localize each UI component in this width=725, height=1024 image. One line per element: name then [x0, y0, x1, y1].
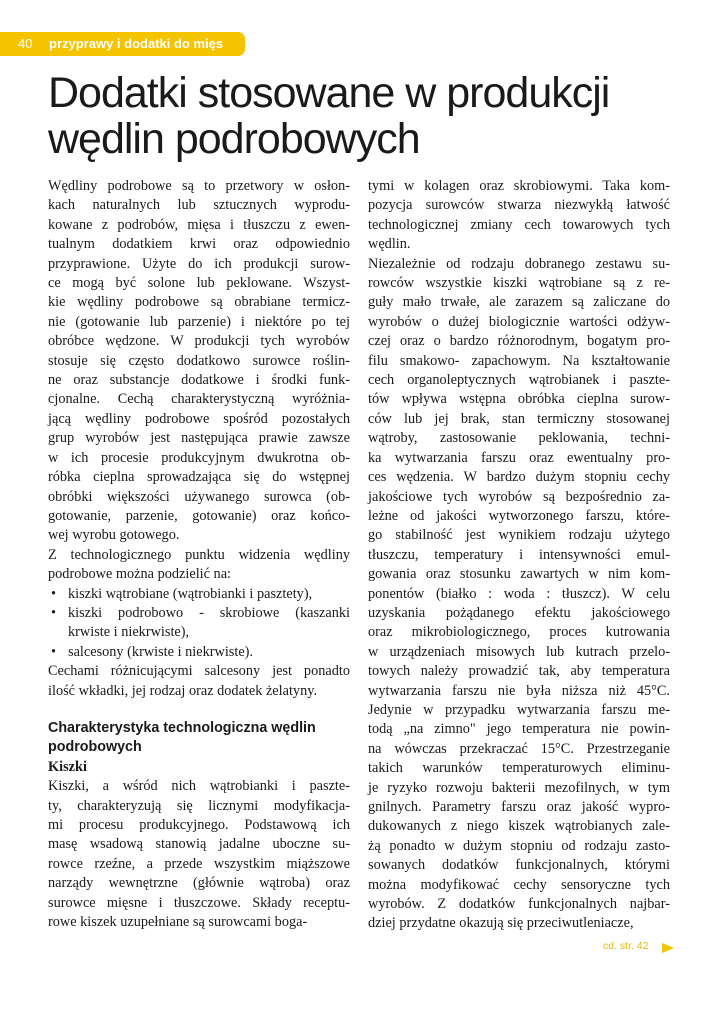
text-line: go stabilność jest wynikiem rodzaju użytego [368, 527, 670, 544]
text-line: tłuszczu, temperatury i intensywności emul- [368, 546, 670, 563]
text-line: ilość wkładki, jej rodzaj oraz dodatek żelatyny. [48, 682, 318, 699]
text-line: jącą wędliny podrobowe spośród pozostałych [48, 410, 350, 427]
text-line: tymi w kolagen oraz skrobiowymi. Taka kom- [368, 178, 670, 194]
text-line: na wówczas przekraczać 15°C. Przestrzeganie [368, 740, 670, 757]
text-line: rowców wszystkie kiszki wątrobiane są z re- [368, 275, 670, 292]
text-line: uzyskania pożądanego efektu jakościowego [368, 604, 670, 621]
text-line: podrobowych [48, 739, 142, 756]
text-line: kie wędliny podrobowe są obrabiane termicz- [48, 294, 350, 311]
left-column [48, 177, 350, 932]
text-line: tów wpływa wstępna obróbka cieplna surow- [368, 391, 670, 408]
text-line: wytwarzania farszu nie była niższa niż 45°C. [368, 682, 670, 699]
text-line: sowanych dodatków funkcjonalnych, którymi [368, 857, 670, 874]
text-line: można modyfikować cechy sensoryczne tych [368, 876, 670, 893]
list-item: • salcesony (krwiste i niekrwiste). [48, 643, 350, 662]
text-line: technologicznej zmiany cech towarowych tych [368, 216, 670, 233]
text-line: kowane z podrobów, mięsa i tłuszczu z ewen- [48, 216, 350, 233]
text-line: grup wyrobów jest następująca prawie zawsze [48, 430, 350, 447]
text-line: kach naturalnych lub sztucznych wyprodu- [48, 197, 350, 214]
section-tag [0, 32, 245, 56]
text-line: ce mogą być solone lub peklowane. Wszyst- [48, 275, 350, 292]
title-line: Dodatki stosowane w produkcji [48, 69, 610, 117]
text-line: ne oraz substancje dodatkowe i środki funk- [48, 372, 350, 389]
text-line: Charakterystyka technologiczna wędlin [48, 719, 316, 736]
text-line: narządy wewnętrzne (głównie wątroba) oraz [48, 875, 350, 892]
continued-note: cd. str. 42 [603, 940, 649, 952]
text-line: krwiste i niekrwiste), [68, 624, 190, 641]
text-line: todą „na zimno" jego temperatura nie powin- [368, 721, 670, 738]
text-line: dukowanych z niego kiszek wątrobianych zale- [368, 818, 670, 835]
text-line: mi procesu produkcyjnego. Podstawową ich [48, 817, 350, 833]
list-item: • kiszki wątrobiane (wątrobianki i pasztety), [48, 585, 350, 604]
text-line: oraz mikrobiologicznego, proces kutrowania [368, 624, 670, 641]
text-line: • kiszki podrobowo - skrobiowe (kaszanki [68, 604, 350, 621]
text-line: obróbki większości używanego surowca (ob- [48, 488, 350, 505]
text-line: wątroby, zastosowanie peklowania, techni- [368, 430, 670, 447]
text-line: ponentów (białko : woda : tłuszcz). W celu [368, 585, 670, 602]
text-line: rowce rzeźne, a przede wszystkim miąższowe [48, 855, 350, 872]
right-triangle-arrow-icon [662, 943, 674, 953]
text-line: Jedynie w przypadku wytwarzania farszu me- [368, 701, 670, 718]
text-line: Kiszki, a wśród nich wątrobianki i paszte- [48, 778, 350, 795]
text-line: masę wsadową stanowią jadalne uboczne su- [48, 836, 350, 853]
right-column [368, 177, 670, 934]
text-line: stosuje się często dodatkowo surowce roślin- [48, 352, 350, 369]
text-line: leżne od jakości wytworzonego farszu, które- [368, 507, 670, 524]
text-line: czej oraz o bardzo różnorodnym, bogatym pro- [368, 333, 670, 350]
text-line: cjonalne. Cechą charakterystyczną wyróżnia- [48, 391, 350, 408]
text-line: wyrobów. Z dodatków funkcjonalnych najbar- [368, 896, 670, 913]
text-line: wędlin. [368, 236, 411, 253]
title-line: wędlin podrobowych [48, 115, 420, 163]
bullet-list [48, 585, 350, 663]
text-line: pozycja surowców stwarza niezwykłą łatwość [368, 197, 670, 214]
text-line: obróbce wędzone. W produkcji tych wyrobów [48, 333, 350, 350]
text-line: róbka cieplna sprowadzająca się do wstępnej [48, 469, 350, 486]
paragraph [48, 546, 350, 585]
text-line: ces wędzenia. W bardzo dużym stopniu cechy [368, 469, 670, 486]
text-line: je ryzyko rozwoju bakterii mezofilnych, w tym [368, 779, 670, 796]
text-line: ka wytwarzania farszu oraz ewentualny pro- [368, 449, 670, 466]
text-line: Niezależnie od rodzaju dobranego zestawu su- [368, 255, 670, 272]
text-line: dziej przydatne okazują się przeciwutleniacze, [368, 915, 634, 932]
text-line: żą ponadto w dużym stopniu od rodzaju zasto- [368, 837, 670, 854]
text-line: surowce mięsne i tłuszczowe. Składy receptu- [48, 894, 350, 911]
text-line: wej wyrobu gotowego. [48, 527, 180, 544]
paragraph [368, 177, 670, 255]
paragraph [48, 177, 350, 546]
text-line: tualnym dodatkiem krwi oraz odpowiednio [48, 236, 350, 253]
text-line: Wędliny podrobowe są to przetwory w osłon- [48, 178, 350, 194]
text-line: rowe kiszek uzupełniane są surowcami boga- [48, 914, 308, 931]
subsection-heading: Kiszki [48, 758, 87, 775]
text-line: nie (gotowanie lub parzenie) i niektóre po tej [48, 313, 350, 330]
text-line: filu smakowo- zapachowym. Na kształtowanie [368, 352, 670, 369]
page-title [48, 70, 688, 162]
text-line: gotowanie, parzenie, gotowanie) oraz końco- [48, 507, 350, 524]
list-item [48, 604, 350, 643]
text-line: Z technologicznego punktu widzenia wędliny [48, 546, 350, 563]
text-line: gnilnych. Parametry farszu oraz jakość wypro- [368, 799, 670, 815]
paragraph [368, 255, 670, 934]
text-line: podrobowe można podzielić na: [48, 566, 232, 583]
paragraph [48, 777, 350, 932]
section-heading [48, 719, 350, 758]
text-line: gowania oraz stosunku zawartych w nim kom- [368, 566, 670, 583]
text-line: przyprawione. Użyte do ich produkcji surow- [48, 255, 350, 272]
paragraph [48, 662, 350, 701]
text-line: w ich procesie produkcyjnym dwukrotna ob- [48, 449, 350, 466]
page-number: 40 [18, 36, 33, 51]
text-line: Cechami różnicującymi salcesony jest ponadto [48, 663, 350, 680]
text-line: towych należy prowadzić tak, aby temperatura [368, 663, 670, 680]
text-line: cech organoleptycznych wątrobianek i paszte- [368, 372, 670, 389]
text-line: wyrobów o dużej biologicznie wartości odżyw- [368, 313, 670, 330]
text-line: jakościowe tych wyrobów są bezpośrednio za- [368, 488, 670, 505]
text-line: guły mało trwałe, ale zarazem są zaliczane do [368, 294, 670, 311]
text-line: ty, charakteryzują się licznymi modyfikacja- [48, 797, 350, 814]
text-line: takich warunków temperaturowych eliminu- [368, 760, 670, 777]
text-line: w urządzeniach misowych lub kutrach przelo- [368, 643, 670, 660]
section-name: przyprawy i dodatki do mięs [49, 36, 224, 51]
text-line: ców lub jej brak, stan termiczny stosowanej [368, 410, 670, 427]
